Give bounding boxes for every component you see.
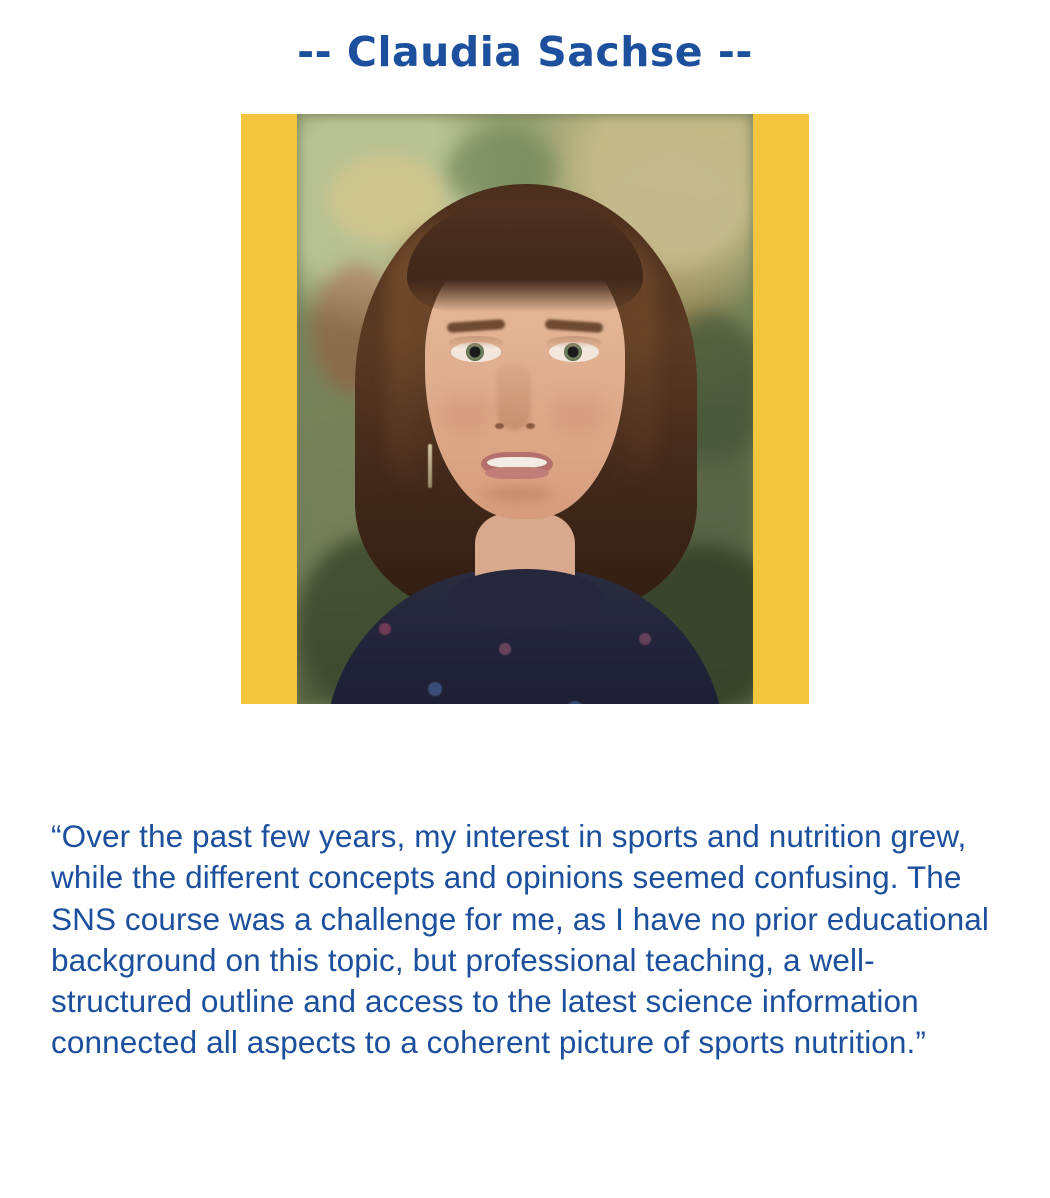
portrait-frame — [241, 114, 809, 704]
page-title: -- Claudia Sachse -- — [297, 28, 753, 76]
testimonial-quote: “Over the past few years, my interest in sports and nutrition grew, while the different concepts and opinions seemed confusing. The SNS course was a challenge for me, as I have no prior educational background on this topic, but professional teaching, a well- structured outline and access to the latest science information connected all aspects to a coherent picture of sports nutrition.” — [51, 818, 990, 1061]
lower-lip — [485, 467, 549, 479]
cheek-highlight — [549, 394, 605, 434]
portrait-photo — [297, 114, 753, 704]
nose — [497, 364, 531, 430]
person-figure — [297, 114, 753, 704]
earring — [428, 444, 432, 488]
collar — [447, 569, 605, 629]
chin-shading — [483, 486, 553, 502]
cheek-highlight — [439, 394, 495, 434]
eyelid-left — [449, 336, 503, 348]
eyelid-right — [547, 336, 601, 348]
